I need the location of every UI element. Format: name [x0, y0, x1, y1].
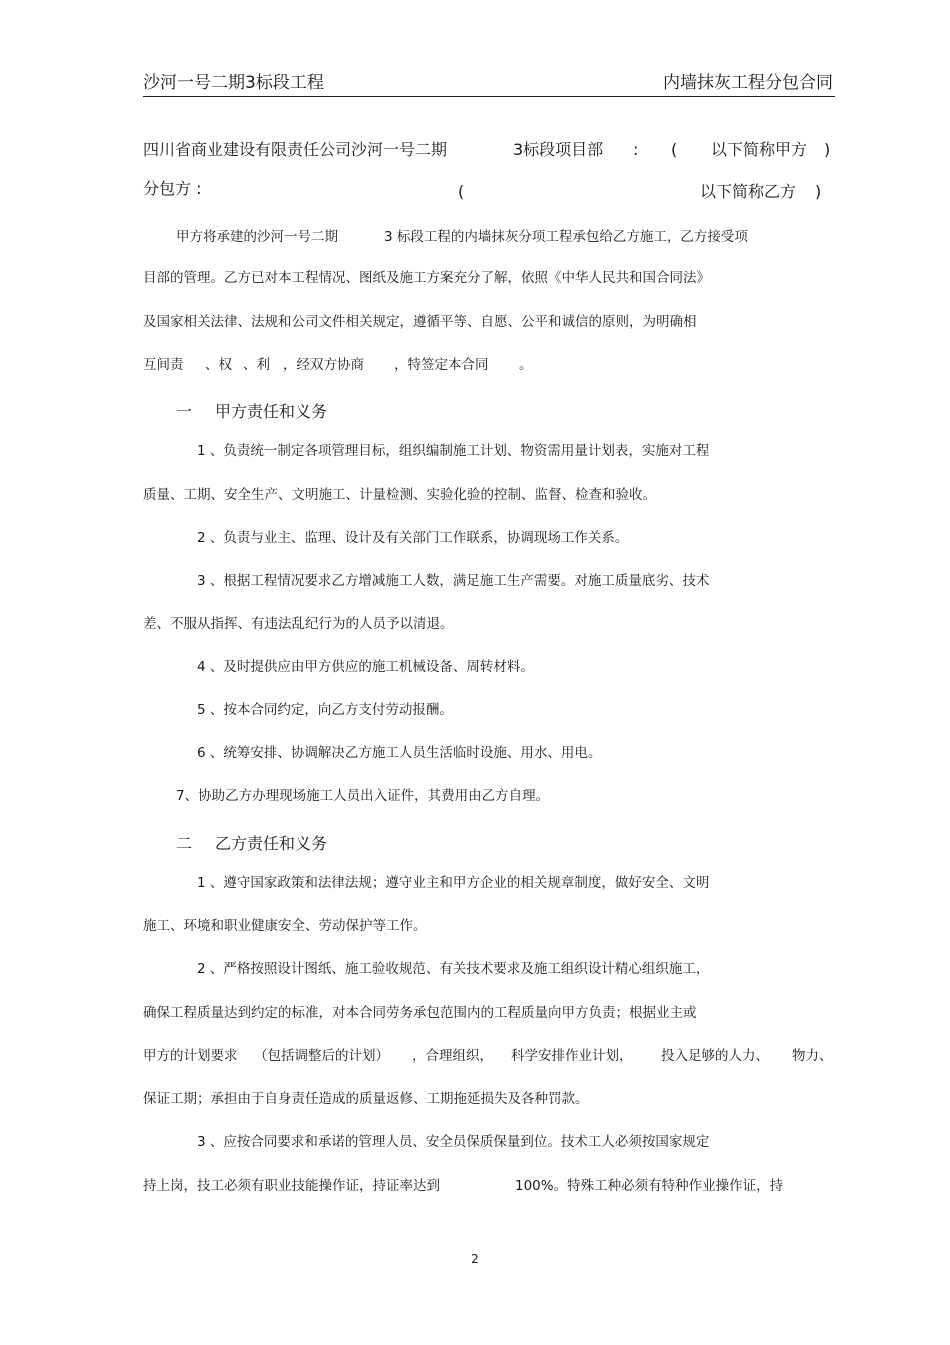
preamble-line-1b: 3 标段工程的内墙抹灰分项工程承包给乙方施工，乙方接受项 — [384, 229, 748, 245]
section-2-item-2d: 保证工期；承担由于自身责任造成的质量返修、工期拖延损失及各种罚款。 — [143, 1091, 589, 1107]
section-2-item-2c-part: 甲方的计划要求 — [143, 1048, 238, 1064]
party-a-colon: : — [633, 140, 639, 159]
section-1-number: 一 — [176, 402, 193, 421]
party-a-company: 四川省商业建设有限责任公司沙河一号二期 — [143, 140, 448, 159]
preamble-line-4-part: 互间责 — [143, 357, 184, 373]
section-2-item-2c-part: 科学安排作业计划， — [511, 1048, 633, 1064]
section-1-item-3b: 差、不服从指挥、有违法乱纪行为的人员予以清退。 — [143, 616, 454, 632]
header-contract-name: 内墙抹灰工程分包合同 — [663, 73, 833, 93]
party-a-alias: 以下简称甲方 — [711, 140, 808, 159]
preamble-line-2: 目部的管理。乙方已对本工程情况、图纸及施工方案充分了解，依照《中华人民共和国合同法》 — [143, 270, 710, 286]
section-2-item-3b-part: 持上岗，技工必须有职业技能操作证，持证率达到 — [143, 1178, 440, 1194]
section-1-item-6: 6 、统筹安排、协调解决乙方施工人员生活临时设施、用水、用电。 — [197, 745, 602, 761]
preamble-line-4-part: ，特签定本合同 — [394, 357, 489, 373]
preamble-line-1a: 甲方将承建的沙河一号二期 — [176, 229, 338, 245]
party-a-close-paren: ) — [824, 140, 831, 159]
section-2-title: 乙方责任和义务 — [215, 834, 328, 853]
preamble-line-3: 及国家相关法律、法规和公司文件相关规定，遵循平等、自愿、公平和诚信的原则，为明确相 — [143, 314, 697, 330]
party-b-alias: 以下简称乙方 — [700, 182, 797, 201]
preamble-line-4-part: 。 — [519, 357, 533, 373]
section-1-title: 甲方责任和义务 — [215, 402, 328, 421]
section-1-item-5: 5 、按本合同约定，向乙方支付劳动报酬。 — [197, 702, 453, 718]
section-1-item-1a: 1 、负责统一制定各项管理目标，组织编制施工计划、物资需用量计划表，实施对工程 — [197, 443, 710, 459]
party-b-close-paren: ) — [815, 182, 822, 201]
section-2-item-1b: 施工、环境和职业健康安全、劳动保护等工作。 — [143, 918, 427, 934]
party-a-open-paren: ( — [671, 140, 678, 159]
section-1-item-2: 2 、负责与业主、监理、设计及有关部门工作联系，协调现场工作关系。 — [197, 530, 629, 546]
preamble-line-4-part: ，经双方协商 — [283, 357, 364, 373]
section-2-item-2b: 确保工程质量达到约定的标准，对本合同劳务承包范围内的工程质量向甲方负责；根据业主或 — [143, 1005, 697, 1021]
preamble-line-4-part: 、权 — [205, 357, 232, 373]
header-project-name: 沙河一号二期3标段工程 — [143, 73, 324, 93]
section-1-item-1b: 质量、工期、安全生产、文明施工、计量检测、实验化验的控制、监督、检查和验收。 — [143, 487, 656, 503]
section-2-item-3a: 3 、应按合同要求和承诺的管理人员、安全员保质保量到位。技术工人必须按国家规定 — [197, 1134, 710, 1150]
section-2-item-3b-part: 100%。特殊工种必须有特种作业操作证，持 — [515, 1178, 784, 1194]
party-b-label: 分包方 : — [143, 179, 202, 198]
section-2-item-2c-part: （包括调整后的计划） — [254, 1048, 389, 1064]
section-2-item-2c-part: ，合理组织， — [412, 1048, 493, 1064]
header-rule — [143, 96, 835, 97]
party-b-open-paren: ( — [458, 182, 465, 201]
party-a-section: 3标段项目部 — [513, 140, 604, 159]
section-2-item-2c-part: 投入足够的人力、 — [661, 1048, 769, 1064]
section-1-item-3a: 3 、根据工程情况要求乙方增减施工人数，满足施工生产需要。对施工质量底劣、技术 — [197, 573, 710, 589]
section-1-item-4: 4 、及时提供应由甲方供应的施工机械设备、周转材料。 — [197, 659, 534, 675]
page-number: 2 — [471, 1252, 479, 1266]
section-2-item-1a: 1 、遵守国家政策和法律法规；遵守业主和甲方企业的相关规章制度，做好安全、文明 — [197, 875, 710, 891]
section-2-number: 二 — [176, 834, 193, 853]
preamble-line-4-part: 、利 — [243, 357, 270, 373]
section-2-item-2c-part: 物力、 — [792, 1048, 833, 1064]
section-1-item-7: 7、协助乙方办理现场施工人员出入证件，其费用由乙方自理。 — [176, 788, 550, 804]
section-2-item-2a: 2 、严格按照设计图纸、施工验收规范、有关技术要求及施工组织设计精心组织施工， — [197, 961, 710, 977]
